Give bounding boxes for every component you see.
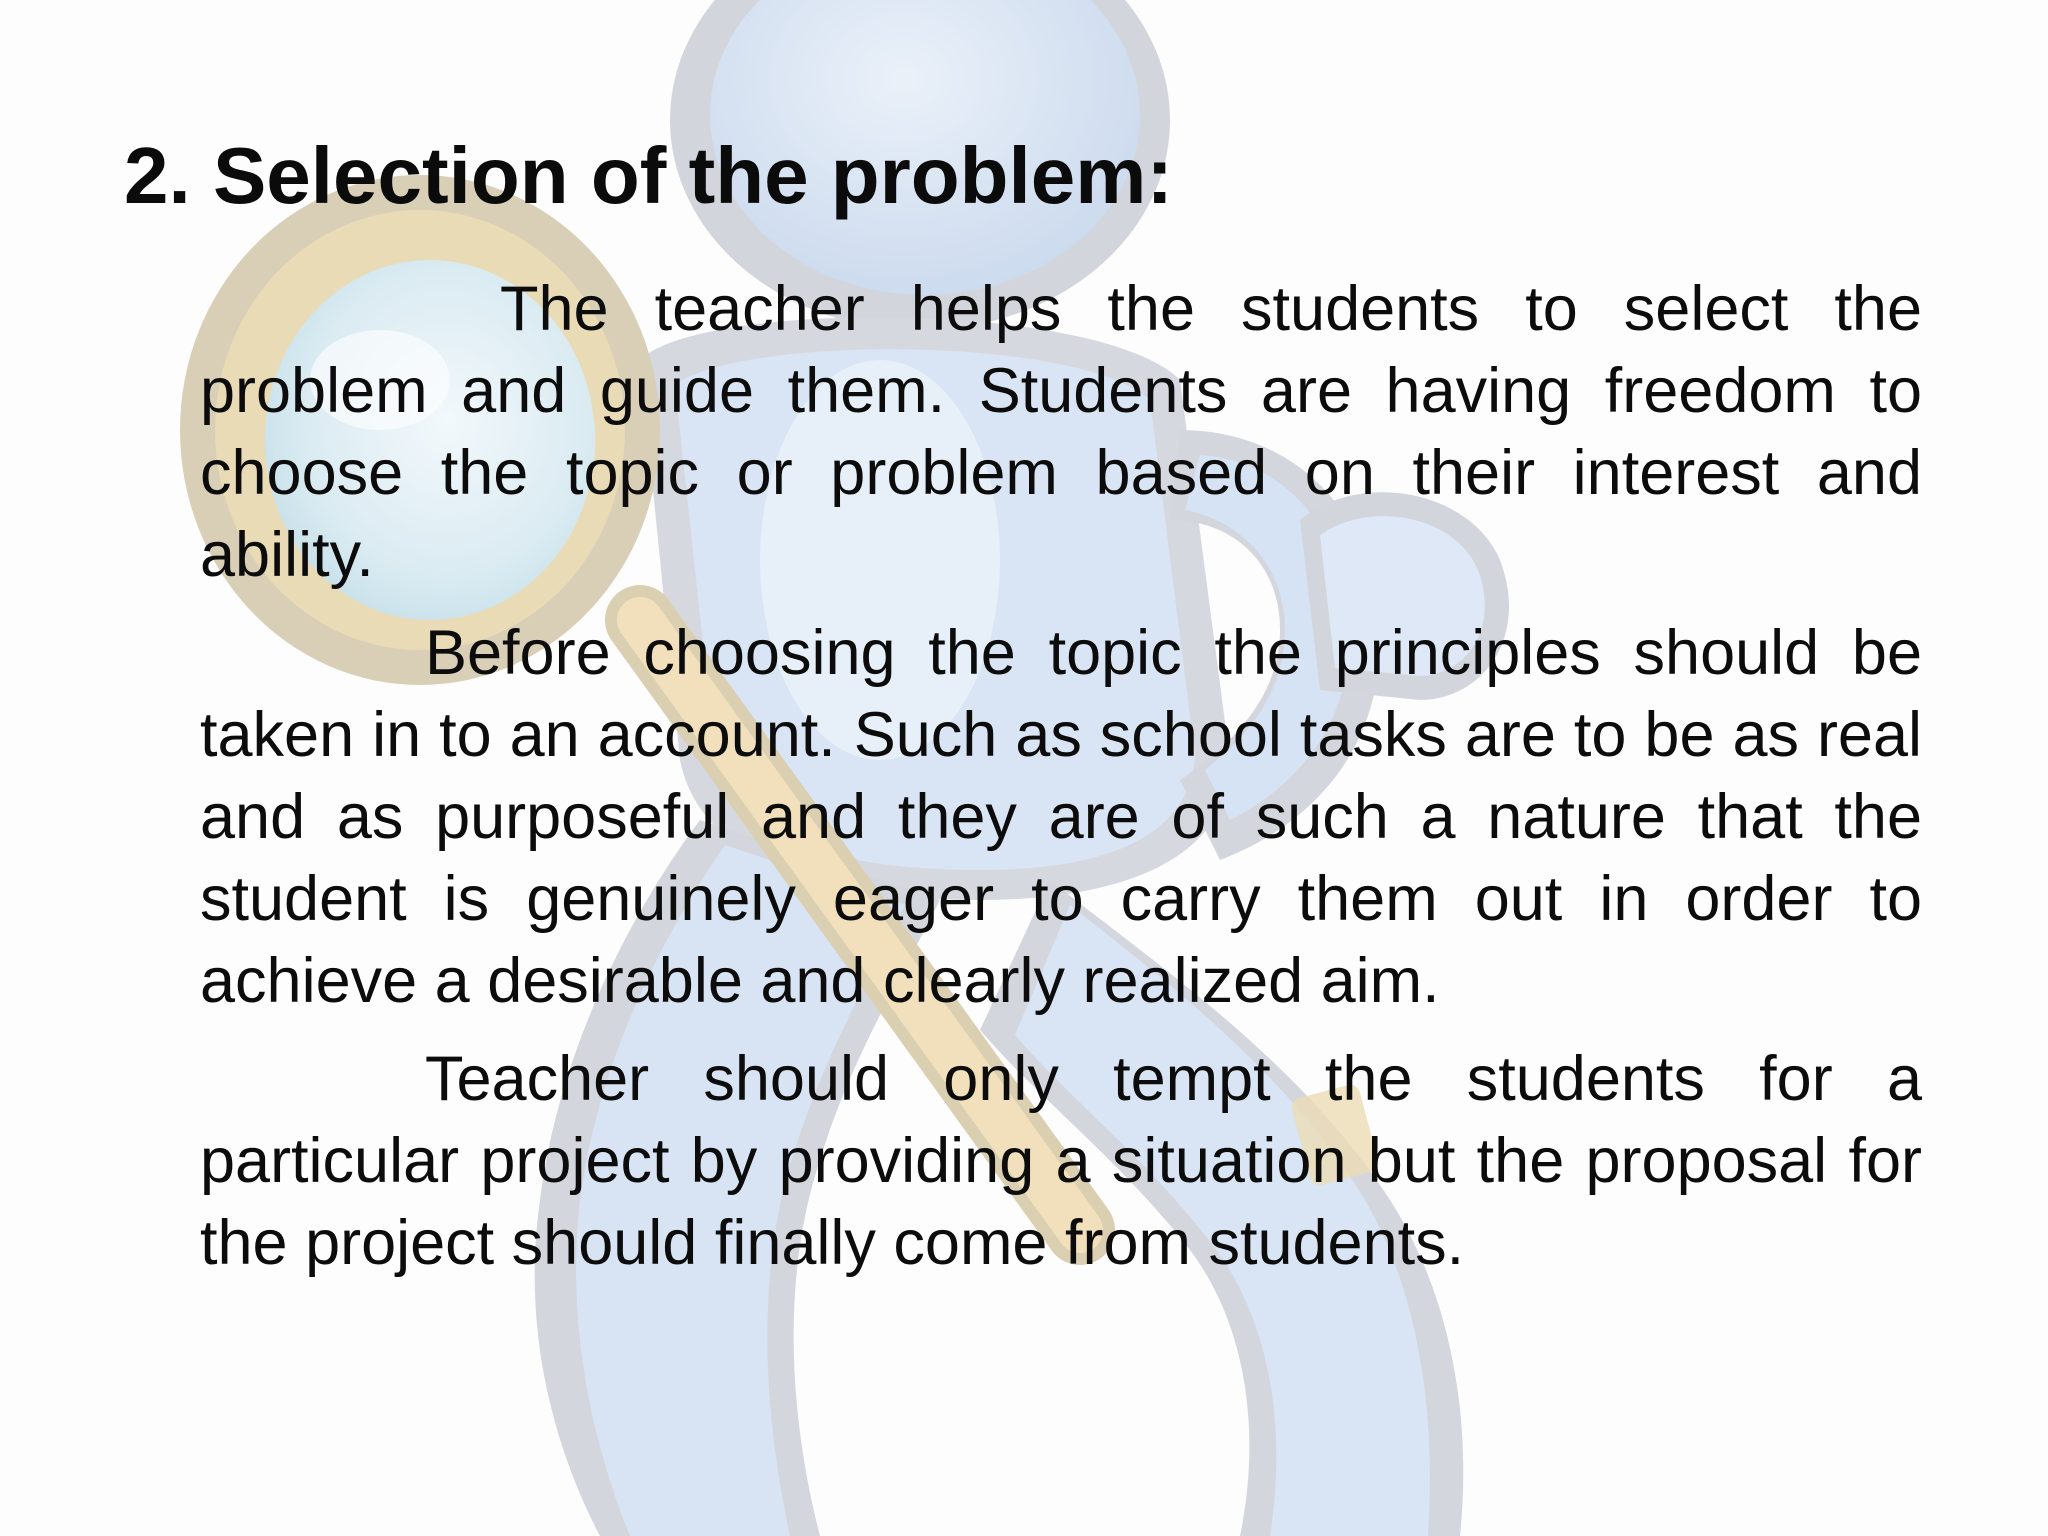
paragraph-principles: Before choosing the topic the principles should be taken in to an account. Such as school tasks are to be as real and as purposeful and they are of such a nature that the student is genuinely eager to carry them out in order to achieve a desirable and clearly realized aim. xyxy=(200,618,1922,1016)
slide-title: 2. Selection of the problem: xyxy=(124,131,1174,220)
paragraph-teacher-role: Teacher should only tempt the students for a particular project by providing a situation but the proposal for the project should finally come from students. xyxy=(200,1044,1922,1278)
paragraph-problem-selection: The teacher helps the students to select the problem and guide them. Students are having freedom to choose the topic or problem based on their interest and ability. xyxy=(200,274,1922,590)
slide-body xyxy=(200,268,1922,1300)
